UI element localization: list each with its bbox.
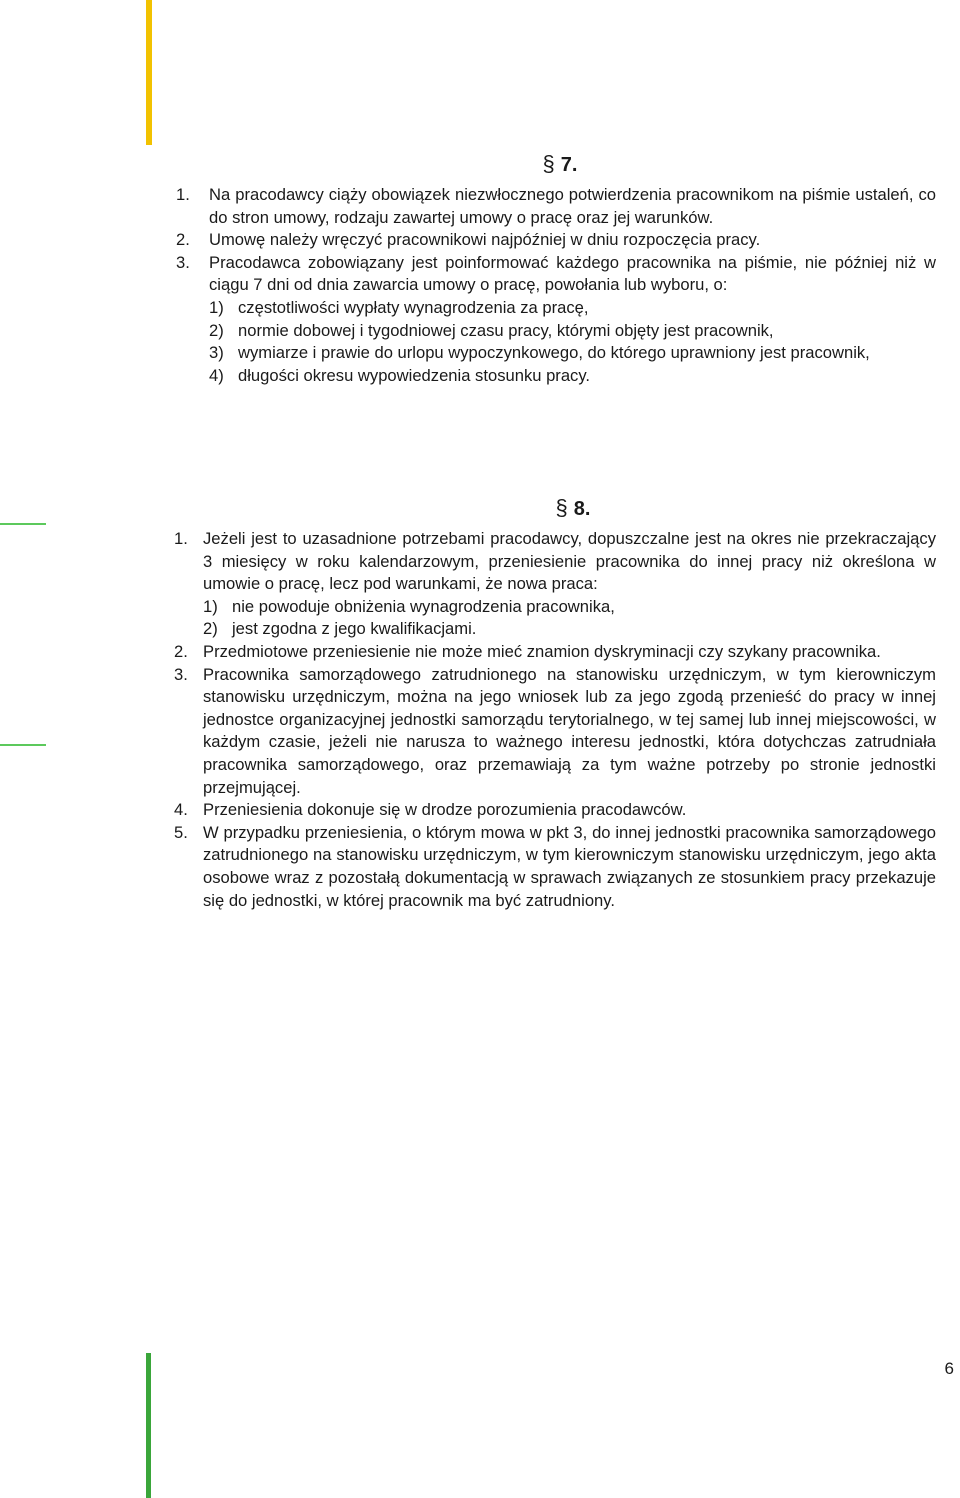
sub-item-number: 1) xyxy=(203,596,218,616)
sub-item-text: wymiarze i prawie do urlopu wypoczynkowego, do którego uprawniony jest pracownik, xyxy=(238,343,870,363)
sub-item xyxy=(209,320,936,343)
page-number: 6 xyxy=(944,1359,954,1378)
item-number: 3. xyxy=(176,252,190,272)
item-number: 2. xyxy=(174,641,188,661)
list-item xyxy=(174,799,936,822)
sub-item xyxy=(209,365,936,388)
sub-item-number: 2) xyxy=(203,619,218,639)
list-item xyxy=(176,184,936,229)
sub-item xyxy=(203,596,936,619)
sub-item-number: 4) xyxy=(209,365,224,385)
list-item xyxy=(176,229,936,252)
sub-item-number: 2) xyxy=(209,320,224,340)
item-number: 1. xyxy=(174,529,188,548)
sub-item-text: jest zgodna z jego kwalifikacjami. xyxy=(232,619,477,639)
sub-item-number: 1) xyxy=(209,297,224,317)
sub-item-text: długości okresu wypowiedzenia stosunku pracy. xyxy=(238,365,591,385)
sub-item-text: częstotliwości wypłaty wynagrodzenia za pracę, xyxy=(238,297,589,317)
item-number: 3. xyxy=(174,664,188,684)
sub-item xyxy=(209,342,936,365)
item-number: 2. xyxy=(176,230,190,250)
section-7 xyxy=(176,152,936,387)
green-margin-bar xyxy=(146,1353,151,1498)
item-number: 4. xyxy=(174,800,188,820)
section-7-heading xyxy=(176,152,936,184)
item-number: 5. xyxy=(174,822,188,842)
item-text: Pracodawca zobowiązany jest poinformować każdego pracownika na piśmie, nie później niż w ciągu 7 dni od dnia zawarcia umowy o pracę, powołania lub wyboru, o: xyxy=(209,252,936,295)
list-item xyxy=(176,252,936,388)
sub-item xyxy=(209,297,936,320)
item-text: Przeniesienia dokonuje się w drodze porozumienia pracodawców. xyxy=(203,800,687,820)
sub-item-text: normie dobowej i tygodniowej czasu pracy, którymi objęty jest pracownik, xyxy=(238,320,774,340)
list-item xyxy=(174,822,936,912)
list-item xyxy=(174,641,936,664)
section-number: 7. xyxy=(560,154,578,176)
sub-item-text: nie powoduje obniżenia wynagrodzenia pracownika, xyxy=(232,596,615,616)
paragraph-sign: § xyxy=(542,151,555,176)
item-text: Na pracodawcy ciąży obowiązek niezwłocznego potwierdzenia pracownikom na piśmie ustaleń, co do stron umowy, rodzaju zawartej umowy o pracę oraz jej warunków. xyxy=(209,185,936,227)
item-text: Jeżeli jest to uzasadnione potrzebami pracodawcy, dopuszczalne jest na okres nie przekraczający 3 miesięcy w roku kalendarzowym, przeniesienie pracownika do innej pracy niż określona w umowie o pracę, lecz pod warunkami, że nowa praca: xyxy=(203,529,936,594)
item-text: Przedmiotowe przeniesienie nie może mieć znamion dyskryminacji czy szykany pracownika. xyxy=(203,641,881,661)
item-text: Umowę należy wręczyć pracownikowi najpóźniej w dniu rozpoczęcia pracy. xyxy=(209,230,761,250)
section-8-heading xyxy=(174,496,936,528)
yellow-margin-bar xyxy=(146,0,152,145)
section-number: 8. xyxy=(573,498,591,520)
item-text: W przypadku przeniesienia, o którym mowa w pkt 3, do innej jednostki pracownika samorządowego zatrudnionego na stanowisku urzędniczym, w tym kierowniczym stanowisku urzędniczym, jego akta osobowe wraz z pozostałą dokumentacją w sprawach związanych ze stosunkiem pracy przekazuje się do jednostki, w której pracownik ma być zatrudniony. xyxy=(203,822,936,910)
list-item xyxy=(174,664,936,800)
paragraph-sign: § xyxy=(555,495,568,520)
sub-item-number: 3) xyxy=(209,343,224,363)
margin-tick-mark xyxy=(0,523,46,525)
margin-tick-mark xyxy=(0,744,46,746)
item-number: 1. xyxy=(176,185,190,204)
list-item xyxy=(174,528,936,641)
sub-item xyxy=(203,618,936,641)
item-text: Pracownika samorządowego zatrudnionego na stanowisku urzędniczym, w tym kierowniczym stanowisku urzędniczym, można na jego wniosek lub za jego zgodą przenieść do pracy w innej jednostce organizacyjnej jednostki samorządu terytorialnego, w tej samej lub innej miejscowości, w każdym czasie, jeżeli nie narusza to ważnego interesu jednostki, która dotychczas zatrudniała pracownika samorządowego, oraz przemawiają za tym ważne potrzeby po stronie jednostki przejmującej. xyxy=(203,664,936,797)
section-8 xyxy=(174,496,936,912)
